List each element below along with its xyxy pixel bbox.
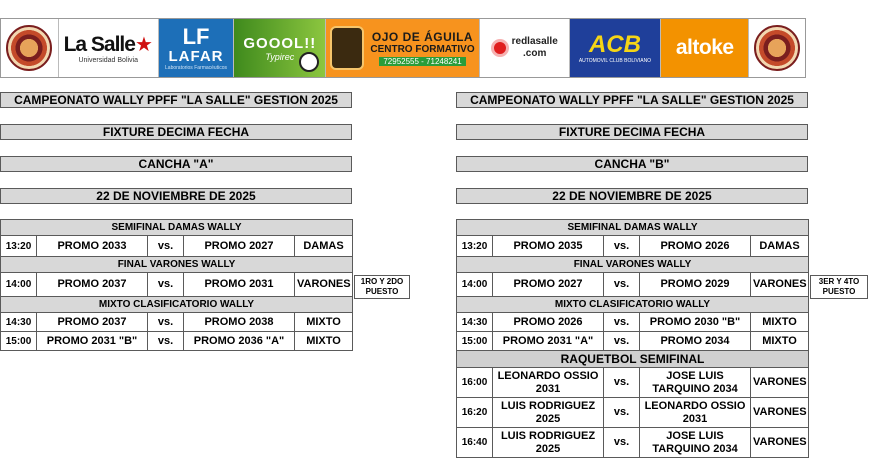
vs-label: vs.: [604, 368, 640, 398]
team-home: PROMO 2037: [37, 313, 148, 332]
team-home: PROMO 2035: [493, 236, 604, 257]
sponsor-acb: [570, 19, 662, 77]
fixture-title-a: FIXTURE DECIMA FECHA: [0, 124, 352, 140]
campeonato-title-a: CAMPEONATO WALLY PPFF "LA SALLE" GESTION 2025: [0, 92, 352, 108]
section-title: RAQUETBOL SEMIFINAL: [457, 351, 809, 368]
fixture-table-a: [0, 219, 353, 351]
sponsor-lafar: [159, 19, 235, 77]
team-home: PROMO 2027: [493, 273, 604, 297]
fixture-title-b: FIXTURE DECIMA FECHA: [456, 124, 808, 140]
cancha-title-a: CANCHA "A": [0, 156, 352, 172]
player-home: LEONARDO OSSIO 2031: [493, 368, 604, 398]
cancha-title-b: CANCHA "B": [456, 156, 808, 172]
sponsor-ojo-de-aguila: [326, 19, 480, 77]
team-away: PROMO 2031: [184, 273, 295, 297]
club-crest-icon: [6, 25, 52, 71]
ojo-subtitle: CENTRO FORMATIVO: [370, 44, 475, 55]
team-home: PROMO 2026: [493, 313, 604, 332]
match-category: MIXTO: [295, 313, 353, 332]
vs-label: vs.: [604, 398, 640, 428]
ojo-phone: 72952555 - 71248241: [379, 57, 465, 66]
vs-label: vs.: [148, 236, 184, 257]
team-away: PROMO 2026: [640, 236, 751, 257]
vs-label: vs.: [604, 313, 640, 332]
match-time: 16:20: [457, 398, 493, 428]
section-title: SEMIFINAL DAMAS WALLY: [457, 220, 809, 236]
player-away: JOSE LUIS TARQUINO 2034: [640, 368, 751, 398]
match-time: 15:00: [457, 332, 493, 351]
altoke-logo: altoke: [675, 36, 734, 59]
vs-label: vs.: [604, 273, 640, 297]
match-time: 14:00: [1, 273, 37, 297]
match-time: 13:20: [457, 236, 493, 257]
acb-logo: ACB: [588, 31, 641, 58]
team-away: PROMO 2027: [184, 236, 295, 257]
ojo-title: OJO DE ÁGUILA: [371, 30, 474, 44]
vs-label: vs.: [604, 236, 640, 257]
match-category: MIXTO: [751, 313, 809, 332]
section-title: SEMIFINAL DAMAS WALLY: [1, 220, 353, 236]
table-row: [457, 398, 809, 428]
lasalle-logo: La Salle: [63, 32, 135, 56]
match-category: VARONES: [751, 398, 809, 428]
campeonato-title-b: CAMPEONATO WALLY PPFF "LA SALLE" GESTION 2025: [456, 92, 808, 108]
match-category: VARONES: [751, 368, 809, 398]
match-category: MIXTO: [295, 332, 353, 351]
table-row: [457, 368, 809, 398]
club-crest-icon: [754, 25, 800, 71]
section-title: FINAL VARONES WALLY: [457, 257, 809, 273]
redlasalle-line2: .com: [523, 48, 547, 59]
redlasalle-icon: [491, 39, 509, 57]
lasalle-subtitle: Universidad Bolivia: [78, 56, 138, 64]
table-row: [457, 313, 809, 332]
match-category: DAMAS: [295, 236, 353, 257]
table-row: [457, 428, 809, 458]
vs-label: vs.: [604, 428, 640, 458]
table-row: [457, 332, 809, 351]
match-category: DAMAS: [751, 236, 809, 257]
placement-note: 1RO Y 2DO PUESTO: [354, 275, 410, 299]
match-time: 15:00: [1, 332, 37, 351]
section-title: MIXTO CLASIFICATORIO WALLY: [457, 297, 809, 313]
team-home: PROMO 2037: [37, 273, 148, 297]
table-row: [457, 273, 809, 297]
match-category: VARONES: [751, 428, 809, 458]
soccer-ball-icon: [299, 52, 319, 72]
placement-note: 3ER Y 4TO PUESTO: [810, 275, 868, 299]
eagle-emblem-icon: [330, 26, 364, 70]
sponsor-lasalle: [59, 19, 159, 77]
match-category: VARONES: [751, 273, 809, 297]
player-away: LEONARDO OSSIO 2031: [640, 398, 751, 428]
sponsor-banner: [0, 18, 806, 78]
table-row: [1, 313, 353, 332]
match-time: 13:20: [1, 236, 37, 257]
fecha-title-a: 22 DE NOVIEMBRE DE 2025: [0, 188, 352, 204]
match-category: MIXTO: [751, 332, 809, 351]
redlasalle-line1: redlasalle: [511, 36, 558, 47]
sponsor-crest-right: [749, 19, 805, 77]
table-row: [1, 236, 353, 257]
fixture-table-b: [456, 219, 809, 458]
vs-label: vs.: [148, 313, 184, 332]
fecha-title-b: 22 DE NOVIEMBRE DE 2025: [456, 188, 808, 204]
lafar-logo: LAFAR: [168, 47, 224, 65]
team-away: PROMO 2038: [184, 313, 295, 332]
section-title: FINAL VARONES WALLY: [1, 257, 353, 273]
sponsor-crest-left: [1, 19, 59, 77]
team-home: PROMO 2031 "B": [37, 332, 148, 351]
table-row: [1, 332, 353, 351]
goool-logo: GOOOL!!: [243, 34, 317, 52]
player-away: JOSE LUIS TARQUINO 2034: [640, 428, 751, 458]
sponsor-goool: [234, 19, 326, 77]
player-home: LUIS RODRIGUEZ 2025: [493, 398, 604, 428]
team-away: PROMO 2034: [640, 332, 751, 351]
match-time: 14:00: [457, 273, 493, 297]
team-home: PROMO 2033: [37, 236, 148, 257]
team-away: PROMO 2030 "B": [640, 313, 751, 332]
team-home: PROMO 2031 "A": [493, 332, 604, 351]
match-category: VARONES: [295, 273, 353, 297]
team-away: PROMO 2029: [640, 273, 751, 297]
table-row: [1, 273, 353, 297]
match-time: 14:30: [1, 313, 37, 332]
goool-subtitle: Typirec: [265, 51, 295, 62]
player-home: LUIS RODRIGUEZ 2025: [493, 428, 604, 458]
star-icon: ★: [134, 33, 153, 56]
match-time: 14:30: [457, 313, 493, 332]
sponsor-redlasalle: [480, 19, 570, 77]
sponsor-altoke: [661, 19, 749, 77]
match-time: 16:40: [457, 428, 493, 458]
lafar-subtitle: Laboratorios Farmacéuticos: [165, 64, 227, 71]
lafar-mark: LF: [182, 23, 210, 49]
vs-label: vs.: [148, 273, 184, 297]
section-title: MIXTO CLASIFICATORIO WALLY: [1, 297, 353, 313]
match-time: 16:00: [457, 368, 493, 398]
team-away: PROMO 2036 "A": [184, 332, 295, 351]
vs-label: vs.: [148, 332, 184, 351]
acb-subtitle: AUTOMOVIL CLUB BOLIVIANO: [578, 58, 652, 64]
vs-label: vs.: [604, 332, 640, 351]
table-row: [457, 236, 809, 257]
